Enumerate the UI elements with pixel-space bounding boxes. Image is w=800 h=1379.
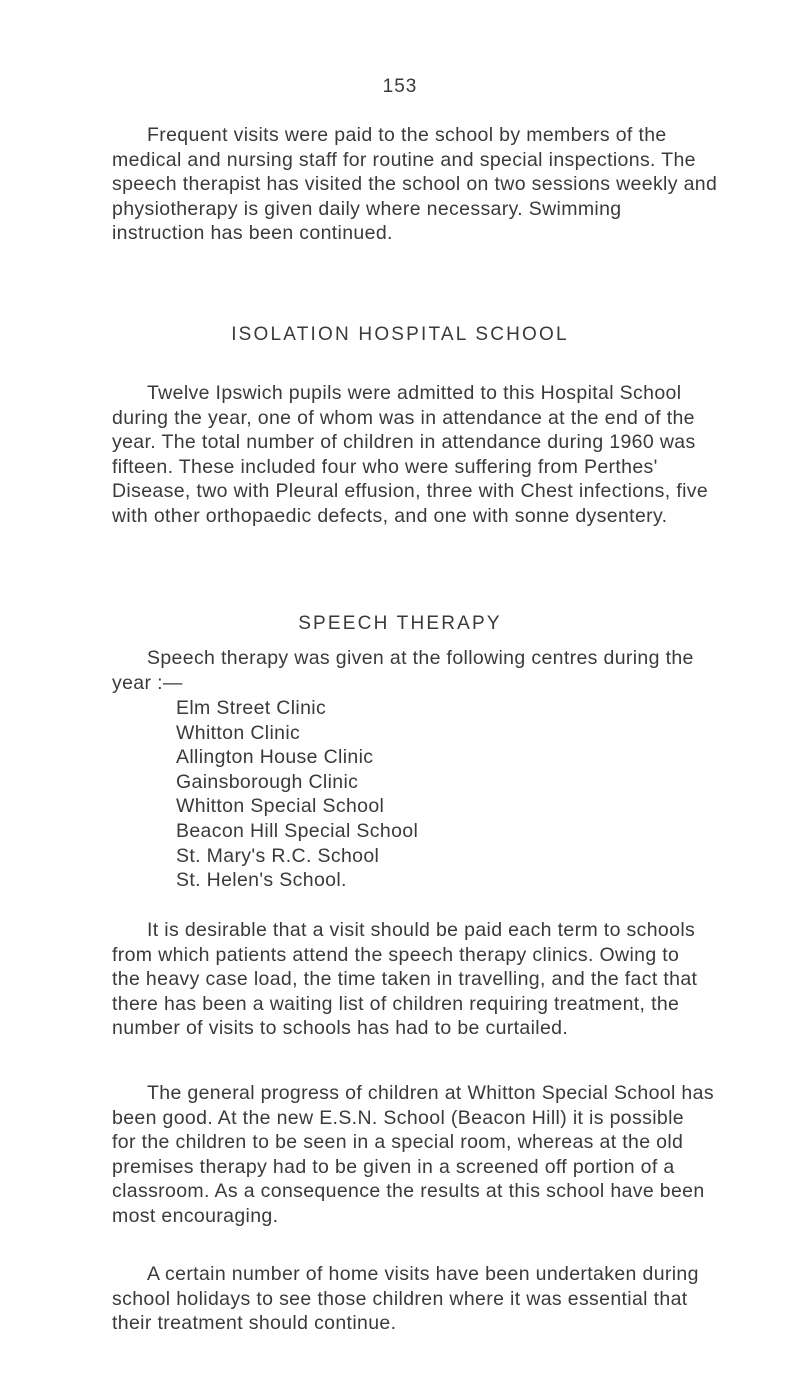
speech-home-visits-paragraph: [112, 1262, 712, 1336]
speech-progress-paragraph: [112, 1081, 712, 1229]
speech-centre-list: [176, 696, 418, 893]
paragraph-line: A certain number of home visits have been undertaken during: [147, 1263, 699, 1285]
paragraph-line: speech therapist has visited the school on two sessions weekly and: [112, 173, 718, 196]
paragraph-line: most encouraging.: [112, 1204, 279, 1227]
paragraph-line: been good. At the new E.S.N. School (Beacon Hill) it is possible: [112, 1106, 684, 1129]
isolation-paragraph: [112, 381, 712, 529]
paragraph-line: Twelve Ipswich pupils were admitted to this Hospital School: [147, 382, 682, 404]
isolation-heading: ISOLATION HOSPITAL SCHOOL: [231, 324, 569, 345]
intro-paragraph: [112, 123, 718, 246]
list-item: Whitton Clinic: [176, 721, 301, 744]
paragraph-line: Speech therapy was given at the following centres during the: [147, 647, 694, 669]
paragraph-line: medical and nursing staff for routine and special inspections. The: [112, 148, 696, 171]
speech-intro-paragraph: [112, 646, 712, 695]
speech-visits-paragraph: [112, 918, 712, 1041]
paragraph-line: physiotherapy is given daily where necessary. Swimming: [112, 197, 622, 220]
list-item: St. Mary's R.C. School: [176, 844, 380, 867]
list-item: Allington House Clinic: [176, 746, 374, 769]
list-item: Whitton Special School: [176, 795, 385, 818]
list-item: St. Helen's School.: [176, 869, 347, 892]
paragraph-line: number of visits to schools has had to be curtailed.: [112, 1017, 569, 1040]
paragraph-line: It is desirable that a visit should be paid each term to schools: [147, 919, 696, 941]
list-item: Gainsborough Clinic: [176, 770, 359, 793]
paragraph-line: from which patients attend the speech therapy clinics. Owing to: [112, 943, 680, 966]
paragraph-line: instruction has been continued.: [112, 222, 393, 245]
paragraph-line: The general progress of children at Whitton Special School has: [147, 1082, 714, 1104]
paragraph-line: year :—: [112, 671, 183, 694]
paragraph-line: for the children to be seen in a special room, whereas at the old: [112, 1131, 684, 1154]
page-number: 153: [382, 76, 418, 97]
speech-heading: SPEECH THERAPY: [298, 613, 502, 634]
paragraph-line: their treatment should continue.: [112, 1312, 397, 1335]
paragraph-line: year. The total number of children in attendance during 1960 was: [112, 431, 696, 454]
paragraph-line: with other orthopaedic defects, and one with sonne dysentery.: [112, 504, 668, 527]
paragraph-line: premises therapy had to be given in a screened off portion of a: [112, 1155, 675, 1178]
paragraph-line: Disease, two with Pleural effusion, three with Chest infections, five: [112, 480, 709, 503]
paragraph-line: classroom. As a consequence the results at this school have been: [112, 1180, 705, 1203]
paragraph-line: Frequent visits were paid to the school by members of the: [147, 124, 667, 146]
list-item: Beacon Hill Special School: [176, 819, 419, 842]
paragraph-line: the heavy case load, the time taken in travelling, and the fact that: [112, 968, 698, 991]
paragraph-line: fifteen. These included four who were suffering from Perthes': [112, 455, 658, 478]
paragraph-line: during the year, one of whom was in attendance at the end of the: [112, 406, 695, 429]
list-item: Elm Street Clinic: [176, 697, 327, 719]
paragraph-line: there has been a waiting list of children requiring treatment, the: [112, 992, 680, 1015]
paragraph-line: school holidays to see those children where it was essential that: [112, 1287, 688, 1310]
